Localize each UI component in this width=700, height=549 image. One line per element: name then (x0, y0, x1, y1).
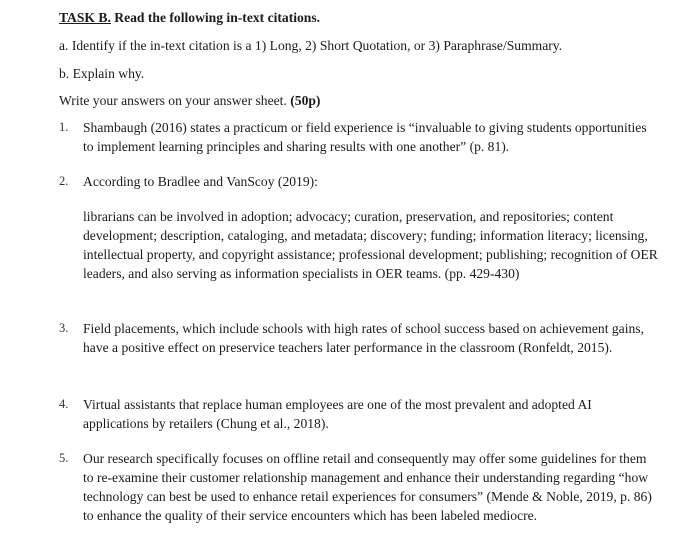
item-text: Field placements, which include schools with high rates of school success based on achievement gains, have a positive effect on preservice teachers later performance in the classroom (Ronfeldt, 2015). (83, 321, 644, 355)
points-text: (50p) (290, 93, 321, 108)
item-text: Our research specifically focuses on offline retail and consequently may offer some guidelines for them to re-examine their customer relationship management and enhance their understanding regarding “how technology can best be used to enhance retail experiences for consumers” (Mende & Noble, 2019, p. 86) to enhance the quality of their service encounters which has been labeled mediocre. (83, 451, 652, 523)
item-text: According to Bradlee and VanScoy (2019): (83, 174, 318, 189)
task-heading (59, 8, 320, 27)
block-quote: librarians can be involved in adoption; advocacy; curation, preservation, and repositories; content development; description, cataloging, and metadata; discovery; funding; information literacy; licensing, intellectual property, and copyright assistance; professional development; publishing; recognition of OER leaders, and also serving as information specialists in OER teams. (pp. 429-430) (83, 209, 658, 281)
write-answers-text: Write your answers on your answer sheet. (59, 93, 287, 108)
item-number: 5. (59, 451, 69, 465)
item-number: 2. (59, 174, 69, 188)
task-label: TASK B. (59, 10, 111, 25)
instruction-write (59, 91, 320, 110)
item-number: 3. (59, 321, 69, 335)
item-text: Shambaugh (2016) states a practicum or field experience is “invaluable to giving students opportunities to implement learning principles and sharing results with one another” (p. 81). (83, 120, 647, 154)
instruction-a: a. Identify if the in-text citation is a 1) Long, 2) Short Quotation, or 3) Paraphrase/Summary. (59, 38, 563, 53)
item-text: Virtual assistants that replace human employees are one of the most prevalent and adopted AI applications by retailers (Chung et al., 2018). (83, 397, 592, 431)
task-instruction: Read the following in-text citations. (114, 10, 321, 25)
instruction-b: b. Explain why. (59, 66, 145, 81)
item-number: 4. (59, 397, 69, 411)
item-number: 1. (59, 120, 69, 134)
